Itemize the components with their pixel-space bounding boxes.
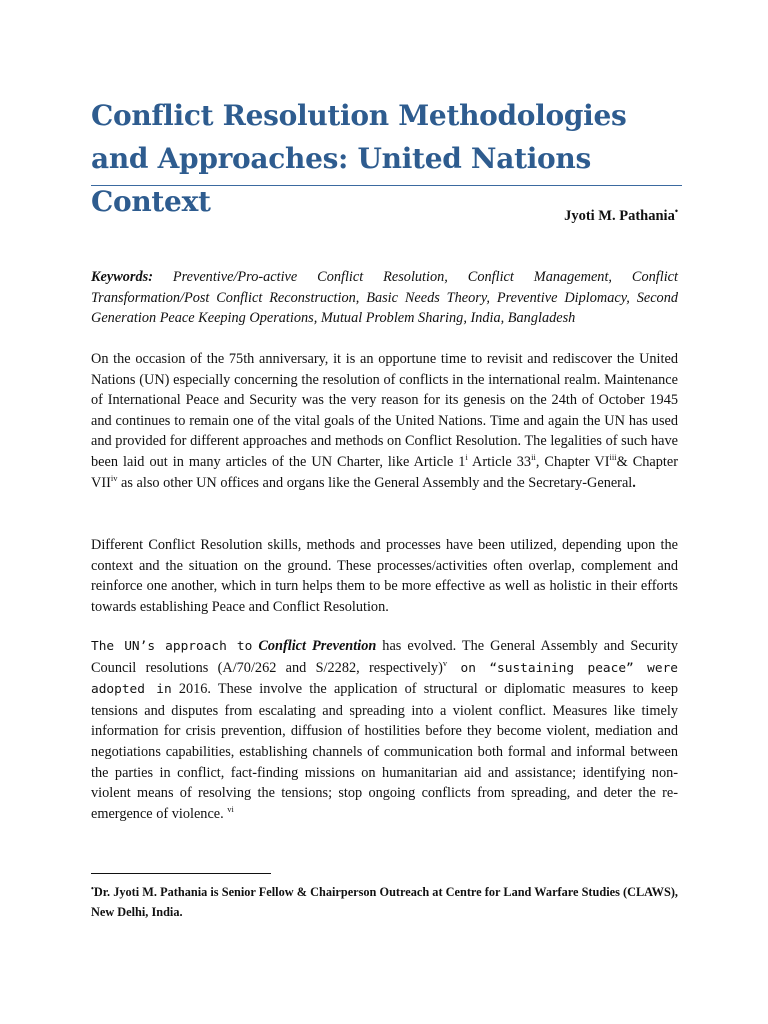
paragraph-text: 2016. These involve the application of structural or diplomatic measures to keep tensions and disputes from escalating and spreading into a violent conflict. Measures like timely information for crisis prevention, diffusion of hostilities before they become violent, mediation and negotiations capabilities, establishing channels of communication both formal and informal between the parties in conflict, fact-finding missions on humanitarian aid and assistance; identifying non-violent means of resolving the tensions; stop ongoing conflicts from spreading, and deter the re-emergence of violence. xyxy=(91,681,678,822)
author-footnote-mark[interactable]: • xyxy=(674,206,678,216)
paragraph-conflict-prevention xyxy=(91,636,678,824)
endnote-ref[interactable]: iv xyxy=(110,472,118,483)
endnote-ref[interactable]: v xyxy=(442,657,448,668)
endnote-ref[interactable]: i xyxy=(465,452,468,463)
endnote-ref[interactable]: ii xyxy=(531,452,536,463)
endnote-ref[interactable]: vi xyxy=(227,803,234,814)
paragraph-text: & Chapter VII xyxy=(91,453,679,491)
emphasis-term: Conflict Prevention xyxy=(258,638,377,654)
footnote-text: Dr. Jyoti M. Pathania is Senior Fellow & Chairperson Outreach at Centre for Land Warfare Studies (CLAWS), New Delhi, India. xyxy=(91,885,678,919)
footnote xyxy=(91,882,678,922)
footnote-divider xyxy=(91,873,271,874)
paragraph-anniversary xyxy=(91,349,678,493)
paragraph-text: has evolved. The General Assembly and Security Council resolutions (A/70/262 and S/2282, respectively) xyxy=(91,638,679,676)
title-divider xyxy=(91,185,682,186)
author-name: Jyoti M. Pathania xyxy=(564,207,675,224)
paragraph-text: , Chapter VI xyxy=(535,453,610,470)
paragraph-text: as also other UN offices and organs like the General Assembly and the Secretary-General xyxy=(117,474,633,491)
paragraph-text: Article 33 xyxy=(467,453,532,470)
author-byline xyxy=(564,206,678,225)
paragraph-text: On the occasion of the 75th anniversary, it is an opportune time to revisit and rediscover the United Nations (UN) especially concerning the resolution of conflicts in the international realm. Maintenance of International Peace and Security was the very reason for its genesis on the 24th of October 1945 and continues to remain one of the vital goals of the United Nations. Time and again the UN has used and provided for different approaches and methods on Conflict Resolution. The legalities of such have been laid out in many articles of the UN Charter, like Article 1 xyxy=(91,351,678,470)
paragraph-text: on “sustaining peace” were adopted in xyxy=(91,660,678,698)
footnote-mark: • xyxy=(91,883,94,893)
paragraph-end-mark: . xyxy=(632,474,636,491)
page-title: Conflict Resolution Methodologies and Approaches: United Nations Context xyxy=(91,99,627,218)
paragraph-methods xyxy=(91,535,678,617)
keywords-paragraph xyxy=(91,267,678,329)
paragraph-text: Different Conflict Resolution skills, methods and processes have been utilized, depending upon the context and the situation on the ground. These processes/activities often overlap, complement and reinforce one another, which in turn helps them to be more effective as well as holistic in their efforts towards establishing Peace and Conflict Resolution. xyxy=(91,537,678,615)
endnote-ref[interactable]: iii xyxy=(609,452,617,463)
keywords-text: Preventive/Pro-active Conflict Resolution, Conflict Management, Conflict Transformation/Post Conflict Reconstruction, Basic Needs Theory, Preventive Diplomacy, Second Generation Peace Keeping Operations, Mutual Problem Sharing, India, Bangladesh xyxy=(91,269,678,327)
paragraph-lead: The UN’s approach to xyxy=(91,639,253,654)
keywords-label: Keywords: xyxy=(91,269,153,285)
